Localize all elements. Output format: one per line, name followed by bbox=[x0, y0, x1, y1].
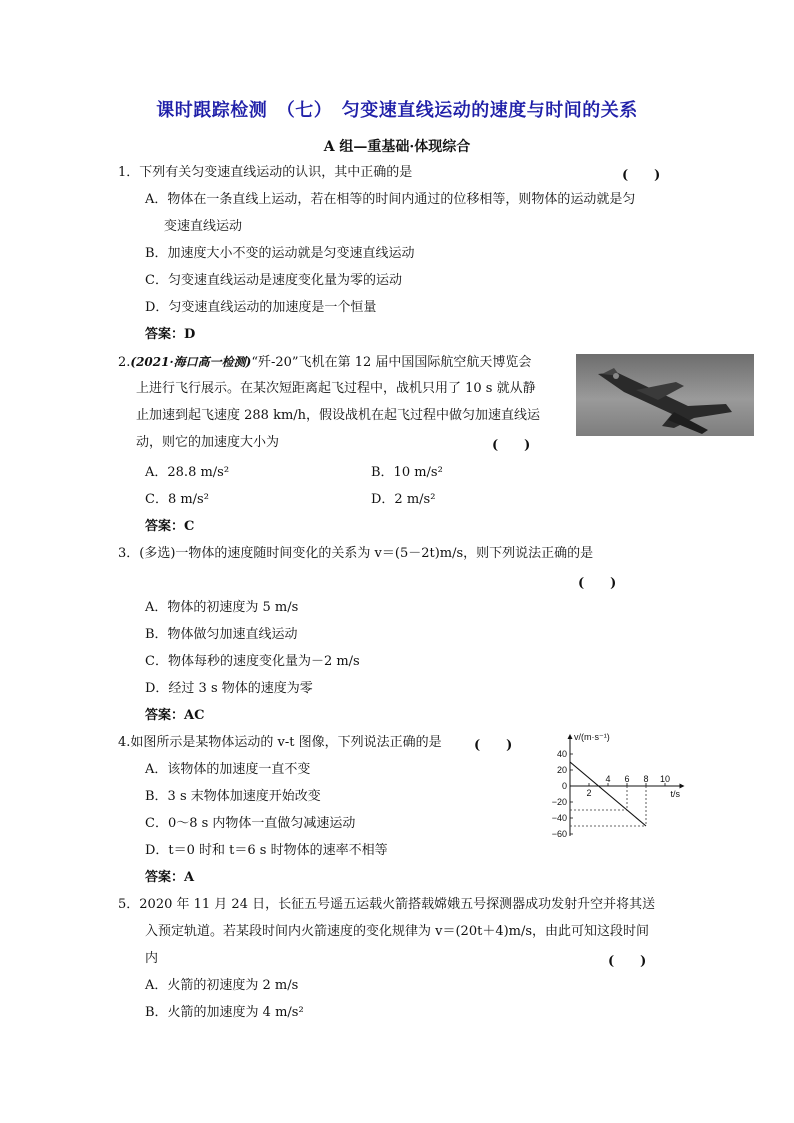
q3-option-d: D．经过 3 s 物体的速度为零 bbox=[145, 681, 313, 696]
q5-stem-2: 入预定轨道。若某段时间内火箭速度的变化规律为 v＝(20t＋4)m/s，由此可知这段时间 bbox=[145, 924, 650, 939]
y-axis-label: v/(m·s⁻¹) bbox=[574, 732, 610, 742]
x-axis-label: t/s bbox=[670, 789, 681, 799]
q1-stem: 1．下列有关匀变速直线运动的认识，其中正确的是 bbox=[118, 165, 413, 180]
q2-stem-2: 上进行飞行展示。在某次短距离起飞过程中，战机只用了 10 s 就从静 bbox=[136, 381, 536, 396]
x-tick-label: 8 bbox=[643, 774, 649, 784]
q2-number: 2. bbox=[118, 355, 131, 370]
q4-stem: 4.如图所示是某物体运动的 v-t 图像，下列说法正确的是 bbox=[118, 735, 442, 750]
x-axis-arrow bbox=[680, 784, 685, 789]
x-tick-label: 2 bbox=[586, 788, 592, 798]
q2-option-a: A．28.8 m/s² bbox=[145, 465, 230, 480]
y-axis-arrow bbox=[568, 734, 573, 739]
q2-answer: 答案：C bbox=[145, 519, 195, 534]
q2-stem-4: 动，则它的加速度大小为 bbox=[136, 435, 280, 450]
q3-option-c: C．物体每秒的速度变化量为－2 m/s bbox=[145, 654, 360, 669]
x-tick-label: 10 bbox=[659, 774, 671, 784]
q4-option-a: A．该物体的加速度一直不变 bbox=[145, 762, 311, 777]
q4-option-b: B．3 s 末物体加速度开始改变 bbox=[145, 789, 321, 804]
q1-option-a: A．物体在一条直线上运动，若在相等的时间内通过的位移相等，则物体的运动就是匀 bbox=[145, 192, 636, 207]
y-tick-label: −40 bbox=[551, 813, 567, 823]
q2-source: (2021·海口高一检测) bbox=[130, 355, 252, 369]
q5-option-a: A．火箭的初速度为 2 m/s bbox=[145, 978, 299, 993]
q3-option-b: B．物体做匀加速直线运动 bbox=[145, 627, 298, 642]
y-tick-label: 20 bbox=[556, 765, 567, 775]
q1-answer-blank: ( ) bbox=[622, 168, 661, 183]
q2-option-c: C．8 m/s² bbox=[145, 492, 209, 507]
q2-option-b: B．10 m/s² bbox=[371, 465, 443, 480]
q2-stem-3: 止加速到起飞速度 288 km/h，假设战机在起飞过程中做匀加速直线运 bbox=[136, 408, 541, 423]
q4-option-c: C．0～8 s 内物体一直做匀减速运动 bbox=[145, 816, 356, 831]
q2-stem-1: 2.(2021·海口高一检测)“歼-20”飞机在第 12 届中国国际航空航天博览会 bbox=[118, 355, 532, 370]
q3-answer-blank: ( ) bbox=[578, 576, 617, 591]
y-tick-label: −20 bbox=[551, 797, 567, 807]
x-tick-label: 6 bbox=[624, 774, 630, 784]
y-tick-label: 0 bbox=[561, 781, 567, 791]
page-title: 课时跟踪检测 （七） 匀变速直线运动的速度与时间的关系 bbox=[156, 100, 638, 121]
q1-option-d: D．匀变速直线运动的加速度是一个恒量 bbox=[145, 300, 377, 315]
q3-option-a: A．物体的初速度为 5 m/s bbox=[145, 600, 299, 615]
fighter-jet-photo bbox=[576, 354, 754, 436]
q1-answer: 答案：D bbox=[145, 327, 196, 342]
y-tick-label: −60 bbox=[551, 829, 567, 839]
y-tick-label: 40 bbox=[556, 749, 567, 759]
q1-option-a-cont: 变速直线运动 bbox=[164, 219, 243, 234]
q4-answer-blank: ( ) bbox=[474, 738, 513, 753]
vt-graph bbox=[540, 728, 690, 840]
q5-answer-blank: ( ) bbox=[608, 954, 647, 969]
q5-option-b: B．火箭的加速度为 4 m/s² bbox=[145, 1005, 304, 1020]
q4-answer: 答案：A bbox=[145, 870, 195, 885]
q4-option-d: D．t＝0 时和 t＝6 s 时物体的速率不相等 bbox=[145, 843, 388, 858]
q5-stem-3: 内 bbox=[145, 951, 159, 966]
q1-option-c: C．匀变速直线运动是速度变化量为零的运动 bbox=[145, 273, 402, 288]
x-tick-label: 4 bbox=[605, 774, 611, 784]
q1-option-b: B．加速度大小不变的运动就是匀变速直线运动 bbox=[145, 246, 415, 261]
q2-answer-blank: ( ) bbox=[492, 438, 531, 453]
q2-option-d: D．2 m/s² bbox=[371, 492, 436, 507]
section-title: A 组—重基础·体现综合 bbox=[323, 139, 471, 155]
q3-answer: 答案：AC bbox=[145, 708, 205, 723]
velocity-line bbox=[570, 762, 649, 826]
q3-stem: 3．(多选)一物体的速度随时间变化的关系为 v＝(5－2t)m/s，则下列说法正确的是 bbox=[118, 546, 594, 561]
q5-stem-1: 5．2020 年 11 月 24 日，长征五号遥五运载火箭搭载嫦娥五号探测器成功发射升空并将其送 bbox=[118, 897, 656, 912]
